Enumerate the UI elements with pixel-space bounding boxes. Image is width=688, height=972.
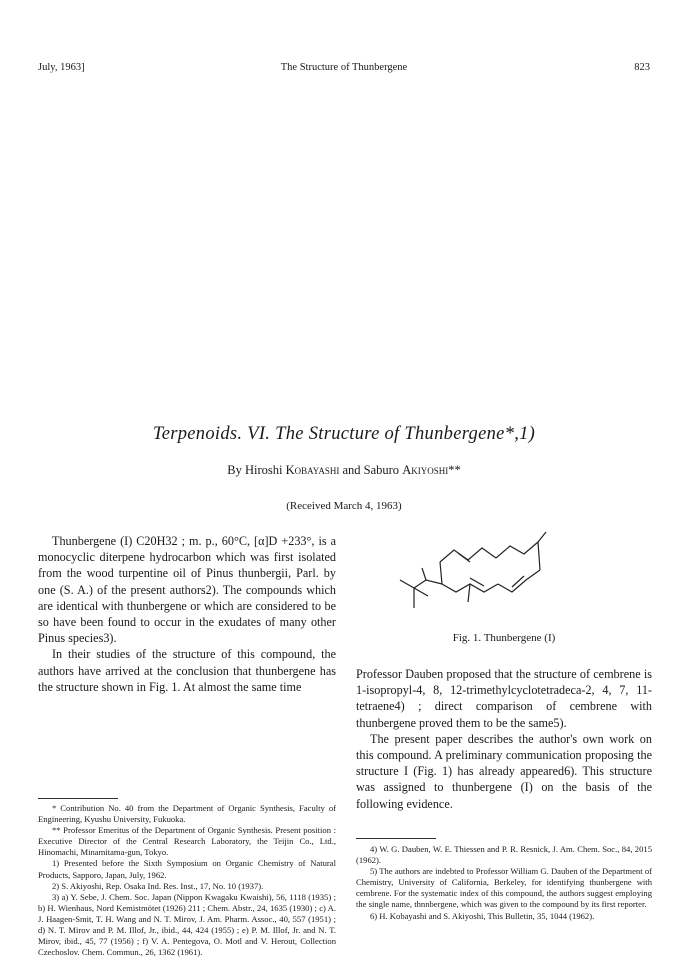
author1-first-name: Hiroshi (244, 463, 283, 477)
right-paragraph-1: Professor Dauben proposed that the structure of cembrene is 1-isopropyl-4, 8, 12-trimethylcyclotetradeca-2, 4, 7, 11-tetraene4) ; direct comparison of cembrene with thunbergene proved them to be the same5). (356, 667, 652, 730)
article-title: Terpenoids. VI. The Structure of Thunbergene*,1) (152, 424, 536, 444)
and-word: and (342, 463, 361, 477)
author1-last-name: Kobayashi (285, 463, 340, 477)
author2-last-name: Akiyoshi (402, 463, 449, 477)
left-paragraph-1: Thunbergene (I) C20H32 ; m. p., 60°C, [α]D +233°, is a monocyclic diterpene hydrocarbon which was first isolated from the wood turpentine oil of Pinus thunbergii, Parl. by one (S. A.) of the present authors2). The compounds which are identical with thunbergene or which are considered to be so have been found to occur in the exudates of many other Pinus species3). (38, 534, 336, 646)
author2-first-name: Saburo (363, 463, 400, 477)
left-column (38, 533, 336, 695)
author-line (0, 463, 688, 478)
figure-caption: Fig. 1. Thunbergene (I) (452, 632, 556, 644)
received-date: (Received March 4, 1963) (286, 500, 402, 512)
left-paragraph-2: In their studies of the structure of this compound, the authors have arrived at the conclusion that thunbergene has the structure shown in Fig. 1. At almost the same time (38, 647, 336, 694)
author2-marker: ** (448, 463, 461, 477)
footnote: ** Professor Emeritus of the Department of Organic Synthesis. Present position : Executive Director of the Central Research Laboratory, the Teijin Co., Ltd., Hinomachi, Minamitama-gun, Tokyo. (38, 825, 336, 858)
right-paragraph-2: The present paper describes the author's own work on this compound. A preliminary communication proposing the structure I (Fig. 1) has already appeared6). This structure was assigned to thunbergene (I) on the basis of the following evidence. (356, 731, 652, 811)
footnote: 6) H. Kobayashi and S. Akiyoshi, This Bulletin, 35, 1044 (1962). (370, 910, 595, 921)
running-header-date: July, 1963] (38, 62, 85, 73)
footnote-rule-left (38, 798, 118, 799)
by-word: By (227, 463, 242, 477)
thunbergene-structure-figure (360, 522, 570, 622)
page-number: 823 (634, 62, 650, 73)
footnote: 3) a) Y. Sebe, J. Chem. Soc. Japan (Nippon Kwagaku Kwaishi), 56, 1118 (1935) ; b) H. Wienhaus, Nord Kemistmötet (1926) 211 ; Chem. Abstr., 24, 1635 (1930) ; c) A. J. Haagen-Smit, T. H. Wang and N. T. Mirov, J. Am. Pharm. Assoc., 40, 557 (1951) ; d) N. T. Mirov and P. M. Illof, Jr., ibid., 44, 424 (1955) ; e) P. M. Illof, Jr. and N. T. Mirov, ibid., 45, 77 (1956) ; f) V. A. Pentegova, O. Motl and V. Herout, Collection Czechoslov. Chem. Commun., 26, 1362 (1961). (38, 891, 336, 958)
footnote: * Contribution No. 40 from the Department of Organic Synthesis, Faculty of Engineering, Kyushu University, Fukuoka. (38, 803, 336, 825)
footnote: 2) S. Akiyoshi, Rep. Osaka Ind. Res. Inst., 17, No. 10 (1937). (52, 880, 264, 891)
footnote: 4) W. G. Dauben, W. E. Thiessen and P. R. Resnick, J. Am. Chem. Soc., 84, 2015 (1962). (356, 844, 652, 866)
running-header-title: The Structure of Thunbergene (280, 62, 408, 73)
footnote-rule-right (356, 838, 436, 839)
right-column (356, 666, 652, 812)
footnote: 1) Presented before the Sixth Symposium on Organic Chemistry of Natural Products, Sapporo, Japan, July, 1962. (38, 858, 336, 880)
footnotes-right (356, 844, 652, 922)
footnote: 5) The authors are indebted to Professor William G. Dauben of the Department of Chemistry, University of California, Berkeley, for identifying thunbergene with cembrene. For the systematic index of this compound, the authors suggest employing the single name, thnnbergene, which was given to the compound by its first reporter. (356, 866, 652, 910)
footnotes-left (38, 803, 336, 958)
